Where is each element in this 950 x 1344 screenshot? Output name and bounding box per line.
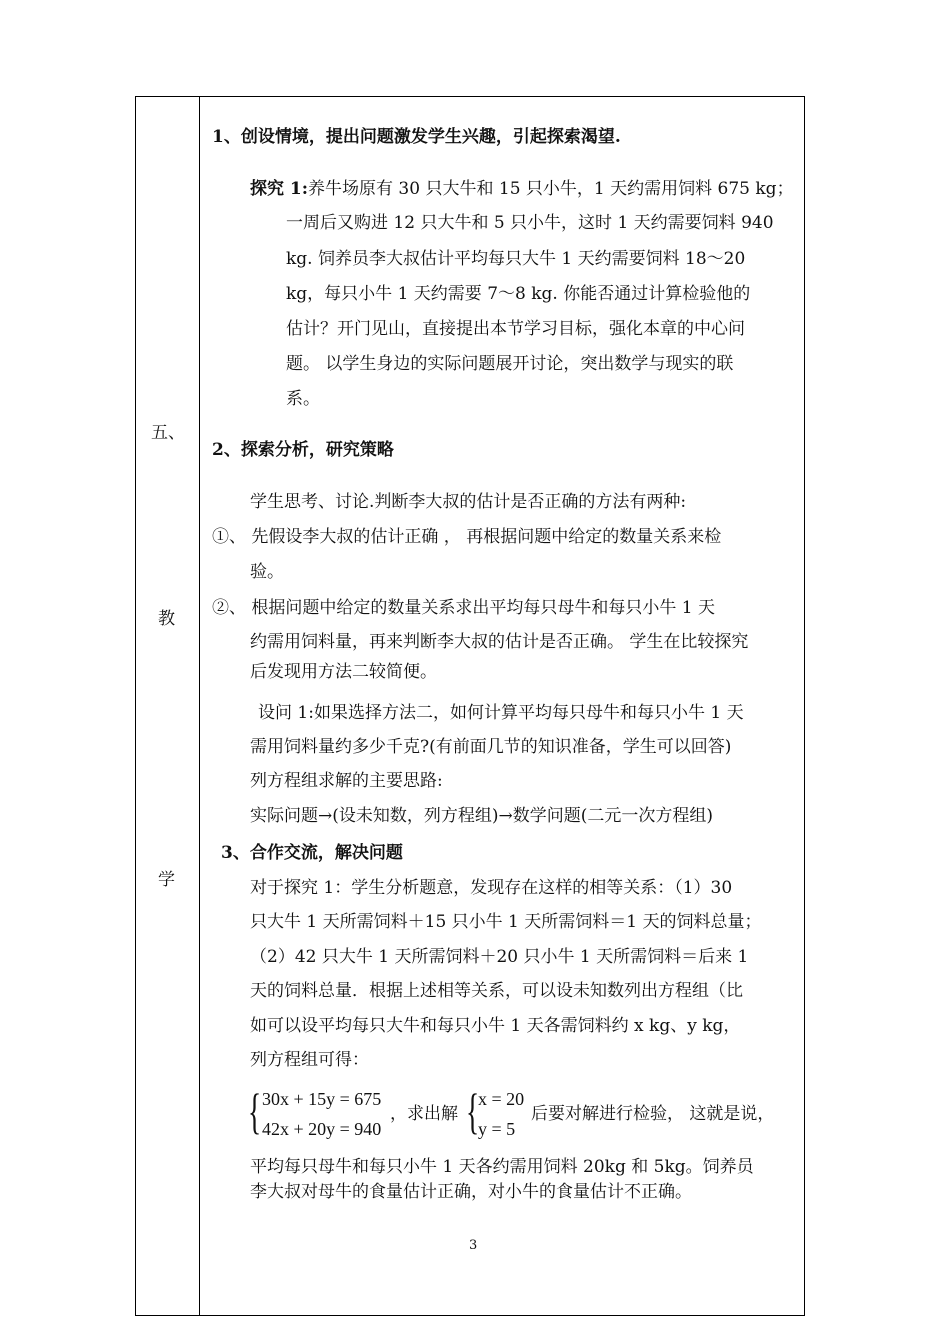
text-line: 后要对解进行检验， 这就是说，	[531, 1104, 775, 1124]
text-line: kg，每只小牛 1 天约需要 7～8 kg. 你能否通过计算检验他的	[286, 284, 751, 304]
text-line: 需用饲料量约多少千克?(有前面几节的知识准备，学生可以回答)	[250, 737, 732, 757]
explore1-line	[250, 181, 794, 198]
text-line: 列方程组可得：	[250, 1050, 369, 1070]
text-line: 平均每只母牛和每只小牛 1 天各约需用饲料 20kg 和 5kg。饲养员	[250, 1157, 754, 1177]
explore-label: 探究 1:	[250, 179, 309, 199]
text-line: 学生思考、讨论.判断李大叔的估计是否正确的方法有两种:	[250, 492, 687, 512]
text-line: 题。 以学生身边的实际问题展开讨论，突出数学与现实的联	[286, 354, 734, 374]
text-line: 李大叔对母牛的食量估计正确，对小牛的食量估计不正确。	[250, 1182, 692, 1202]
column-divider	[199, 96, 200, 1316]
text-line: ①、 先假设李大叔的估计正确 ， 再根据问题中给定的数量关系来检	[212, 527, 722, 547]
section2-heading: 2、探索分析，研究策略	[212, 440, 394, 460]
solution-brace: {	[466, 1083, 480, 1139]
text-line: ②、 根据问题中给定的数量关系求出平均每只母牛和每只小牛 1 天	[212, 598, 716, 618]
text-line: 养牛场原有 30 只大牛和 15 只小牛，1 天约需用饲料 675 kg；	[308, 179, 794, 199]
text-line: 后发现用方法二较简便。	[250, 662, 437, 682]
side-label-learn: 学	[158, 870, 175, 890]
section3-heading: 3、合作交流，解决问题	[221, 843, 403, 863]
text-line: kg. 饲养员李大叔估计平均每只大牛 1 天约需要饲料 18～20	[286, 249, 746, 269]
text-line: 一周后又购进 12 只大牛和 5 只小牛，这时 1 天约需要饲料 940	[286, 213, 774, 233]
text-line: 约需用饲料量，再来判断李大叔的估计是否正确。 学生在比较探究	[250, 632, 749, 652]
left-brace: {	[248, 1083, 262, 1139]
text-line: 列方程组求解的主要思路:	[250, 771, 443, 791]
text-line: 对于探究 1：学生分析题意，发现存在这样的相等关系：（1）30	[250, 878, 733, 898]
side-label-five: 五、	[151, 423, 185, 443]
side-label-teach: 教	[158, 609, 175, 629]
equation-2: 42x + 20y = 940	[262, 1119, 382, 1139]
text-line: 如可以设平均每只大牛和每只小牛 1 天各需饲料约 x kg、y kg，	[250, 1016, 741, 1036]
text-line: 只大牛 1 天所需饲料＋15 只小牛 1 天所需饲料＝1 天的饲料总量；	[250, 912, 762, 932]
text-line: 设问 1:如果选择方法二，如何计算平均每只母牛和每只小牛 1 天	[258, 703, 744, 723]
text-line: （2）42 只大牛 1 天所需饲料＋20 只小牛 1 天所需饲料＝后来 1	[250, 947, 749, 967]
page-number: 3	[469, 1238, 478, 1253]
solution-y: y = 5	[478, 1119, 516, 1139]
equation-1: 30x + 15y = 675	[262, 1089, 382, 1109]
text-line: 估计？开门见山，直接提出本节学习目标，强化本章的中心问	[286, 319, 745, 339]
text-line: 系。	[286, 389, 320, 409]
text-line: 天的饲料总量．根据上述相等关系，可以设未知数列出方程组（比	[250, 981, 743, 1001]
section1-heading: 1、创设情境，提出问题激发学生兴趣，引起探索渴望.	[212, 127, 621, 147]
text-line: 验。	[250, 562, 284, 582]
text-line: ，求出解	[390, 1104, 458, 1124]
text-line: 实际问题→(设未知数，列方程组)→数学问题(二元一次方程组)	[250, 806, 714, 826]
solution-x: x = 20	[478, 1089, 525, 1109]
